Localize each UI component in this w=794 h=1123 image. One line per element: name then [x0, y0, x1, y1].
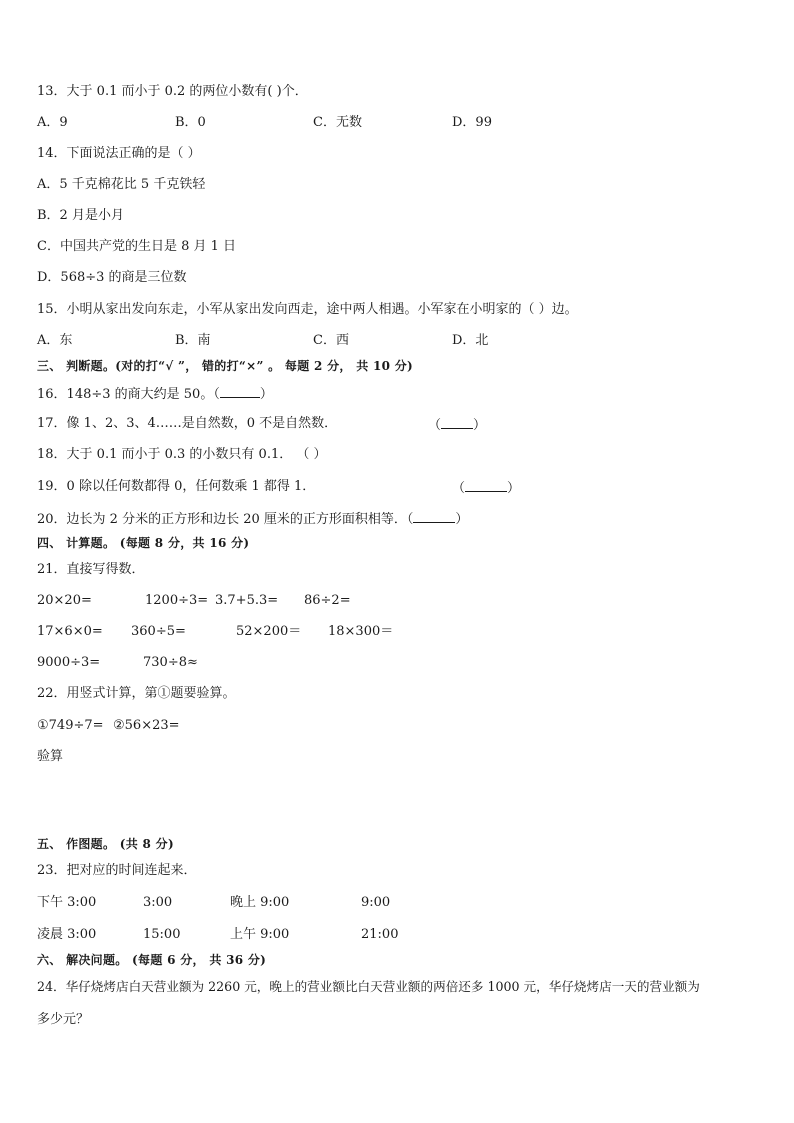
check-label: 验算	[37, 749, 64, 764]
q14-option-c: C．中国共产党的生日是 8 月 1 日	[37, 239, 237, 254]
calc-item: 17×6×0=	[37, 624, 103, 639]
time-item[interactable]: 凌晨 3:00	[37, 927, 97, 942]
q15-option-c: C．西	[313, 333, 349, 348]
calc-item: 730÷8≈	[143, 655, 198, 670]
question-13-stem: 13．大于 0.1 而小于 0.2 的两位小数有( )个．	[37, 84, 308, 99]
section-3-heading: 三、 判断题。(对的打“√ ”， 错的打“×” 。 每题 2 分， 共 10 分)	[37, 359, 414, 373]
calc-item: 52×200＝	[236, 624, 302, 639]
time-item[interactable]: 9:00	[361, 895, 391, 910]
calc-item: 3.7+5.3=	[215, 593, 279, 608]
q17-open: （	[428, 418, 442, 433]
q17-answer-blank[interactable]	[441, 416, 473, 429]
q19-answer-blank[interactable]	[465, 479, 507, 492]
question-19: 19．0 除以任何数都得 0，任何数乘 1 都得 1．	[37, 479, 316, 494]
time-item[interactable]: 21:00	[361, 927, 399, 942]
q14-option-b: B．2 月是小月	[37, 208, 124, 223]
time-item[interactable]: 晚上 9:00	[230, 895, 290, 910]
q19-answer	[452, 479, 520, 497]
q19-open: （	[452, 481, 466, 496]
time-item[interactable]: 上午 9:00	[230, 927, 290, 942]
q17-answer	[428, 416, 486, 434]
question-14-stem: 14．下面说法正确的是（ ）	[37, 146, 201, 161]
question-24-line2: 多少元？	[37, 1012, 90, 1027]
q13-option-c: C．无数	[313, 115, 362, 130]
question-21-stem: 21．直接写得数．	[37, 562, 145, 577]
section-5-heading: 五、 作图题。 (共 8 分)	[37, 837, 174, 851]
question-16	[37, 385, 273, 403]
question-24-line1: 24．华仔烧烤店白天营业额为 2260 元，晚上的营业额比白天营业额的两倍还多 1000 元，华仔烧烤店一天的营业额为	[37, 979, 700, 994]
question-22-stem: 22．用竖式计算，第①题要验算。	[37, 686, 236, 701]
q16-answer-blank[interactable]	[220, 385, 260, 398]
calc-item: 1200÷3=	[145, 593, 209, 608]
time-item[interactable]: 3:00	[143, 895, 173, 910]
q13-option-d: D．99	[452, 115, 492, 130]
q15-option-a: A．东	[37, 333, 73, 348]
section-4-heading: 四、 计算题。 (每题 8 分，共 16 分)	[37, 536, 250, 550]
q20-text: 20．边长为 2 分米的正方形和边长 20 厘米的正方形面积相等．（	[37, 512, 414, 527]
question-15-stem: 15．小明从家出发向东走，小军从家出发向西走，途中两人相遇。小军家在小明家的（ ）边。	[37, 302, 578, 317]
q14-option-d: D．568÷3 的商是三位数	[37, 270, 187, 285]
vertical-calc-item: ②56×23=	[113, 718, 180, 733]
q17-close: ）	[473, 418, 487, 433]
q16-text: 16．148÷3 的商大约是 50。（	[37, 387, 220, 402]
calc-item: 9000÷3=	[37, 655, 101, 670]
question-23-stem: 23．把对应的时间连起来．	[37, 863, 197, 878]
time-item[interactable]: 下午 3:00	[37, 895, 97, 910]
calc-item: 20×20=	[37, 593, 92, 608]
q13-option-a: A．9	[37, 115, 68, 130]
q13-option-b: B．0	[175, 115, 206, 130]
q15-option-b: B．南	[175, 333, 211, 348]
question-17: 17．像 1、2、3、4……是自然数，0 不是自然数．	[37, 416, 338, 431]
question-18: 18．大于 0.1 而小于 0.3 的小数只有 0.1． （ ）	[37, 447, 327, 462]
calc-item: 18×300＝	[328, 624, 394, 639]
vertical-calc-item: ①749÷7=	[37, 718, 104, 733]
q15-option-d: D．北	[452, 333, 489, 348]
q16-close: ）	[259, 387, 273, 402]
q20-close: ）	[455, 512, 469, 527]
time-item[interactable]: 15:00	[143, 927, 181, 942]
q14-option-a: A．5 千克棉花比 5 千克铁轻	[37, 177, 206, 192]
calc-item: 360÷5=	[131, 624, 186, 639]
question-20	[37, 510, 468, 528]
q19-close: ）	[507, 481, 521, 496]
section-6-heading: 六、 解决问题。 (每题 6 分， 共 36 分)	[37, 953, 267, 967]
calc-item: 86÷2=	[304, 593, 351, 608]
q20-answer-blank[interactable]	[413, 510, 455, 523]
